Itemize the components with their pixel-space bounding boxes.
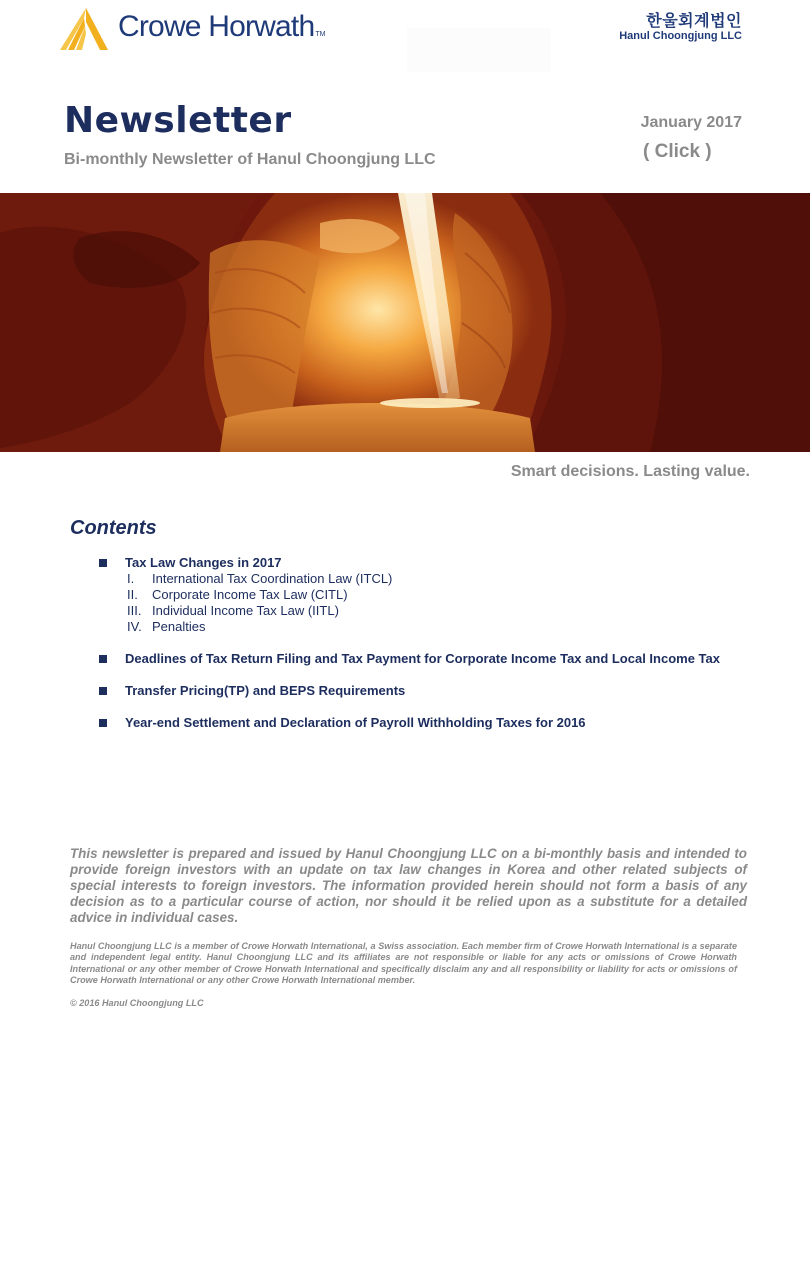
square-bullet-icon <box>99 559 107 567</box>
toc-item <box>96 651 750 667</box>
square-bullet-icon <box>99 687 107 695</box>
toc-subitem-label: International Tax Coordination Law (ITCL) <box>152 571 393 586</box>
toc-item-link[interactable]: Year-end Settlement and Declaration of Payroll Withholding Taxes for 2016 <box>125 715 586 730</box>
toc-subitem[interactable] <box>125 619 750 635</box>
contents-heading: Contents <box>70 517 157 539</box>
newsletter-subtitle: Bi-monthly Newsletter of Hanul Choongjung LLC <box>64 151 436 168</box>
toc-subitems <box>125 571 750 635</box>
toc-subitem-number: III. <box>127 603 142 618</box>
click-link[interactable]: ( Click ) <box>643 141 712 162</box>
toc-item-link[interactable]: Tax Law Changes in 2017 <box>125 555 282 570</box>
hanul-logo-english: Hanul Choongjung LLC <box>619 30 742 42</box>
canyon-banner-image <box>0 193 810 452</box>
toc-subitem-number: I. <box>127 571 135 586</box>
toc-item <box>96 683 750 699</box>
copyright-notice: © 2016 Hanul Choongjung LLC <box>70 998 204 1008</box>
tagline: Smart decisions. Lasting value. <box>510 463 750 480</box>
toc-subitem-label: Corporate Income Tax Law (CITL) <box>152 587 348 602</box>
toc-item-link[interactable]: Transfer Pricing(TP) and BEPS Requirements <box>125 683 406 698</box>
blank-placeholder <box>407 28 551 72</box>
crowe-peak-icon <box>60 8 110 50</box>
table-of-contents <box>96 555 750 731</box>
newsletter-disclaimer: This newsletter is prepared and issued by Hanul Choongjung LLC on a bi-monthly basis and intended to provide foreign investors with an update on tax law changes in Korea and other related subjects of special interests to foreign investors. The information provided herein should not form a basis of any decision as to a particular course of action, nor should it be relied upon as a substitute for a detailed advice in individual cases. <box>70 846 747 925</box>
hanul-logo-korean: 한울회계법인 <box>646 11 742 30</box>
crowe-logo-text <box>118 10 325 44</box>
toc-item <box>96 715 750 731</box>
crowe-logo-name: Crowe Horwath <box>118 10 315 43</box>
square-bullet-icon <box>99 719 107 727</box>
toc-subitem-number: IV. <box>127 619 142 634</box>
issue-date: January 2017 <box>640 114 742 131</box>
square-bullet-icon <box>99 655 107 663</box>
hanul-choongjung-logo <box>600 12 742 46</box>
toc-subitem-label: Penalties <box>152 619 206 634</box>
toc-subitem-number: II. <box>127 587 138 602</box>
toc-subitem[interactable] <box>125 571 750 587</box>
newsletter-title: Newsletter <box>64 100 292 141</box>
canyon-photo <box>0 193 810 452</box>
toc-subitem-label: Individual Income Tax Law (IITL) <box>152 603 339 618</box>
toc-item <box>96 555 750 635</box>
crowe-logo-tm: TM <box>315 31 326 38</box>
toc-item-link[interactable]: Deadlines of Tax Return Filing and Tax Payment for Corporate Income Tax and Local Income Tax <box>125 651 720 666</box>
toc-subitem[interactable] <box>125 587 750 603</box>
crowe-horwath-logo <box>60 6 350 52</box>
membership-notice: Hanul Choongjung LLC is a member of Crowe Horwath International, a Swiss association. Each member firm of Crowe Horwath International is a separate and independent legal entity. Hanul Choongjung LLC and its affiliates are not responsible or liable for any acts or omissions of Crowe Horwath International or any other member of Crowe Horwath International and specifically disclaim any and all responsibility or liability for acts or omissions of Crowe Horwath International or any other Crowe Horwath International member. <box>70 941 737 986</box>
toc-subitem[interactable] <box>125 603 750 619</box>
